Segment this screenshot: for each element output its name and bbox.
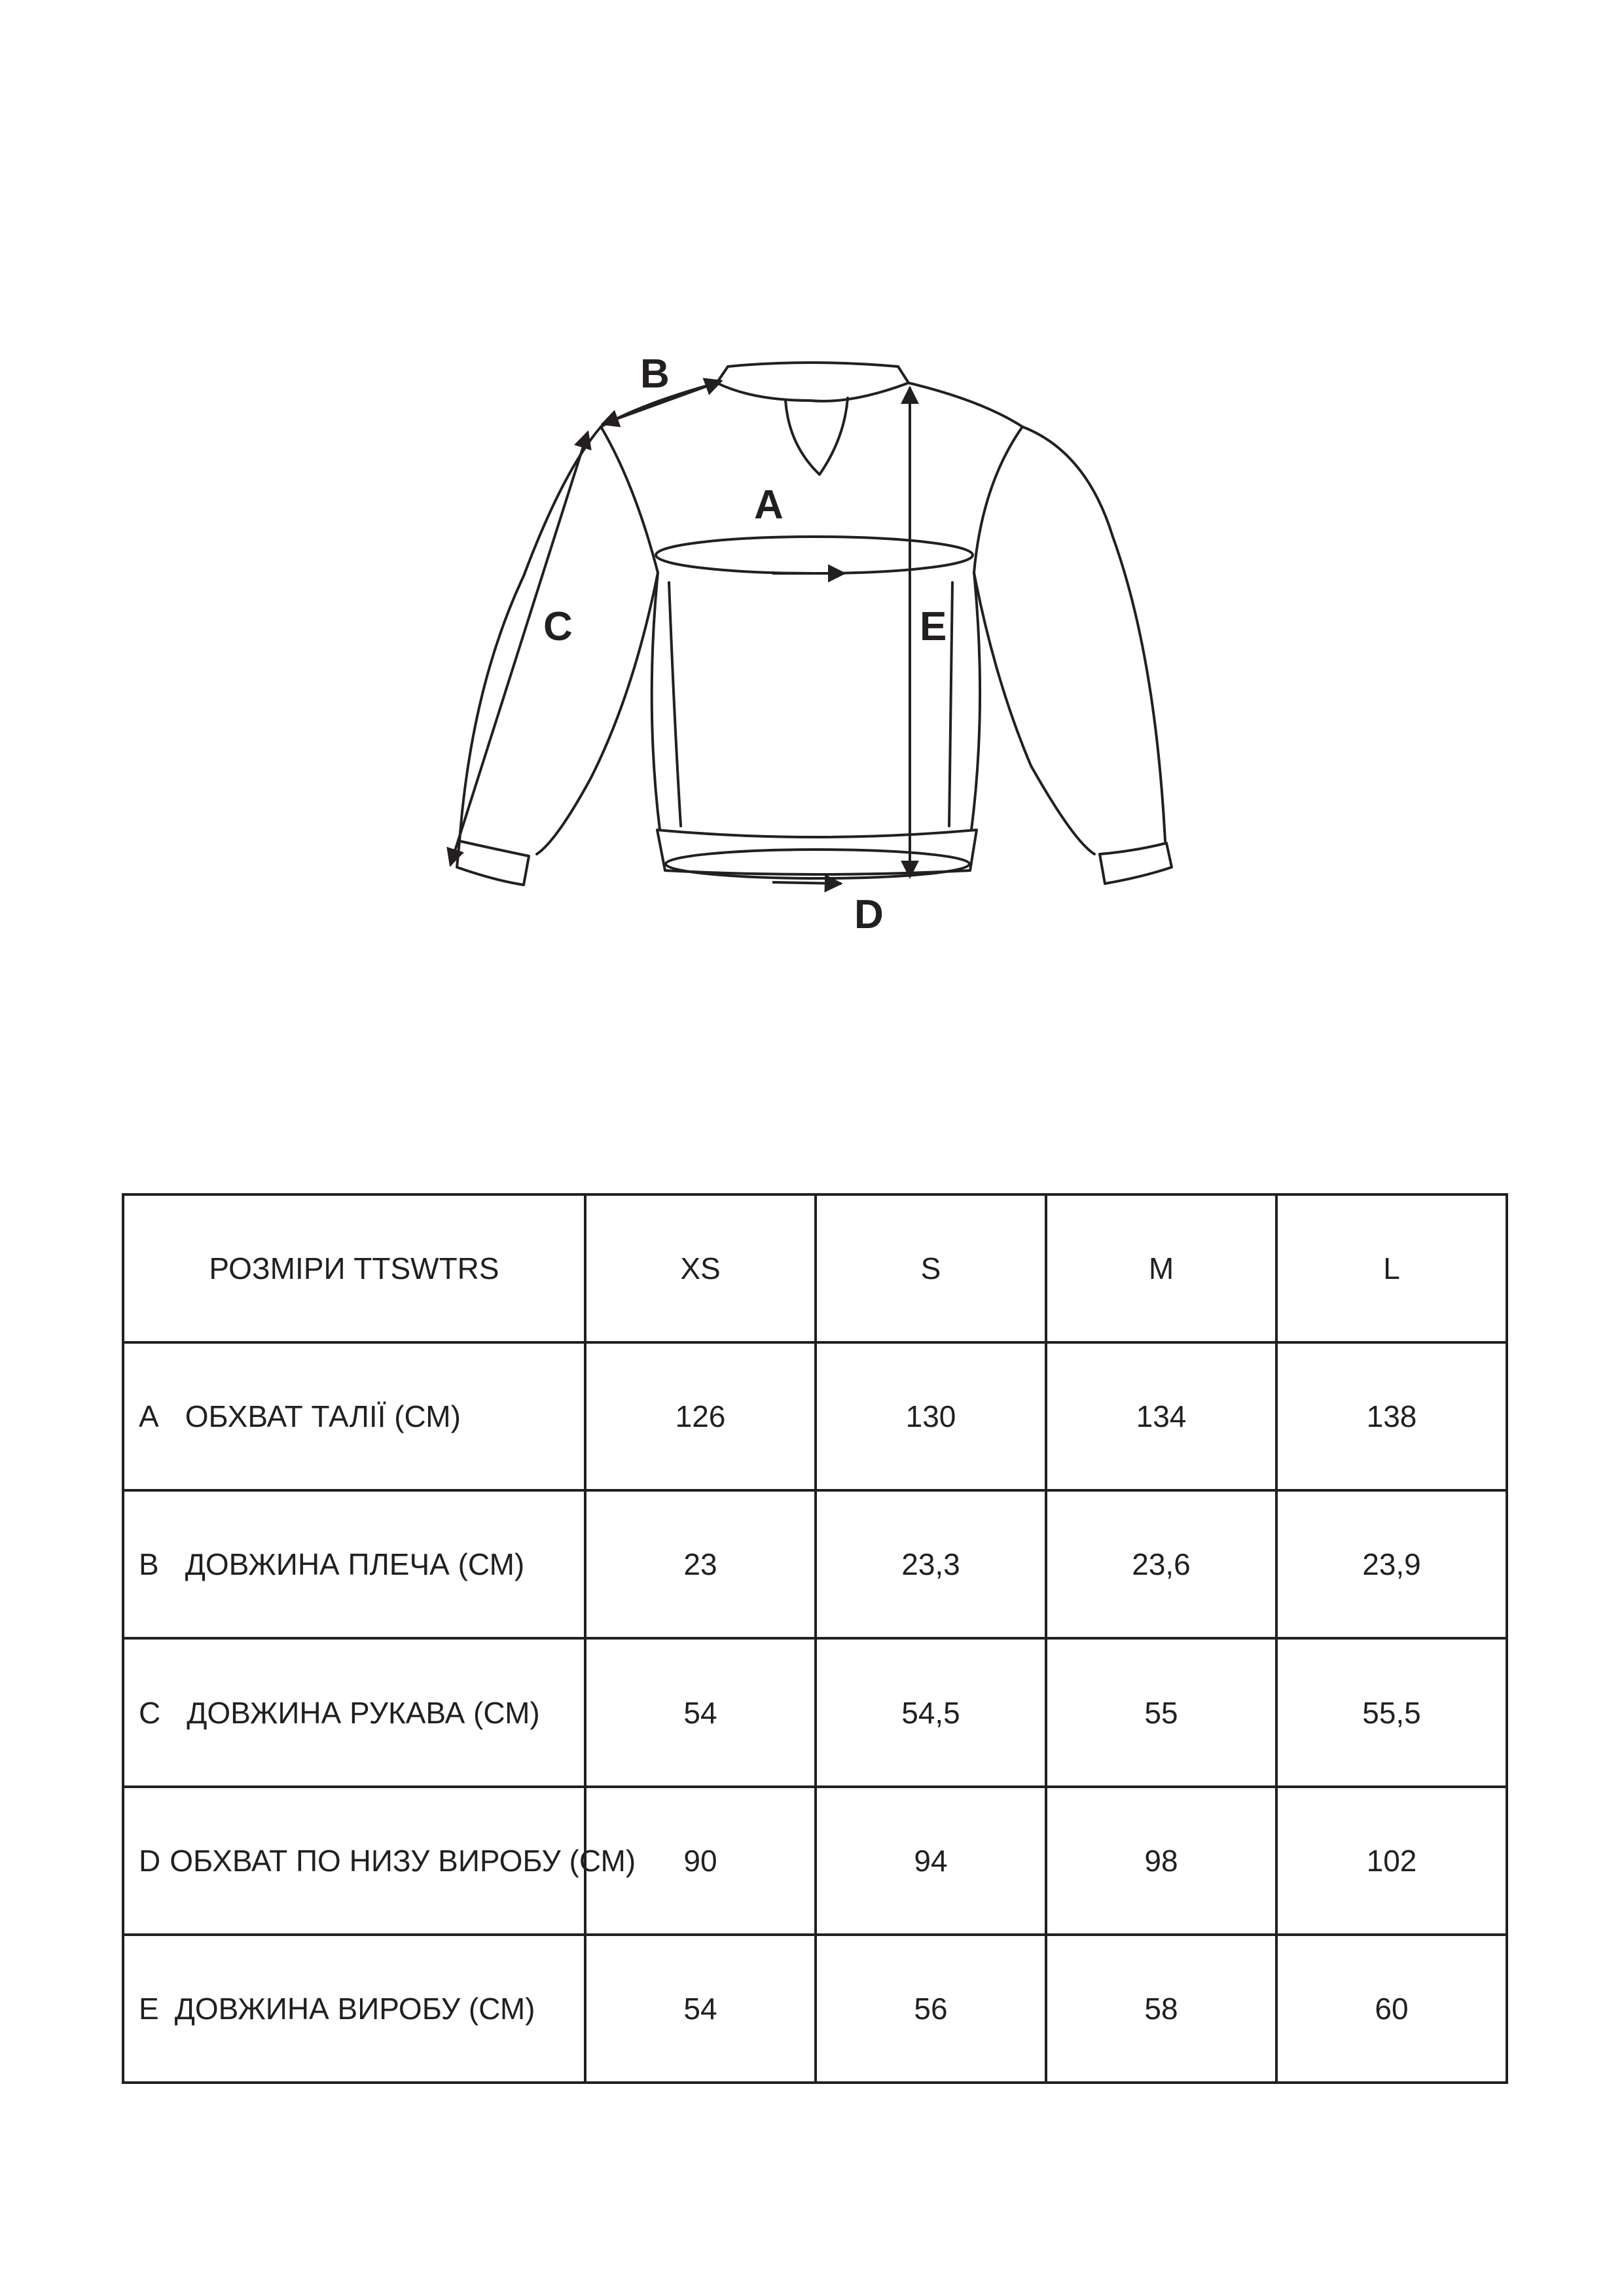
header-size-s: S	[816, 1194, 1046, 1342]
table-cell: 138	[1276, 1342, 1507, 1490]
table-cell: 55,5	[1276, 1638, 1507, 1786]
table-cell: 56	[816, 1935, 1046, 2083]
label-d: D	[854, 892, 884, 937]
table-cell: 54	[585, 1935, 816, 2083]
row-code: C	[139, 1695, 161, 1730]
table-cell: 54,5	[816, 1638, 1046, 1786]
table-cell: 23	[585, 1490, 816, 1638]
table-cell: 23,9	[1276, 1490, 1507, 1638]
table-row	[123, 1342, 1507, 1490]
row-label	[123, 1935, 585, 2083]
row-code: A	[139, 1399, 159, 1434]
table-cell: 90	[585, 1787, 816, 1935]
label-b: B	[640, 351, 670, 397]
row-label	[123, 1638, 585, 1786]
table-cell: 134	[1046, 1342, 1276, 1490]
row-code: B	[139, 1547, 159, 1582]
row-code: E	[139, 1991, 159, 2026]
row-label	[123, 1490, 585, 1638]
header-size-xs: XS	[585, 1194, 816, 1342]
header-size-l: L	[1276, 1194, 1507, 1342]
header-size-m: M	[1046, 1194, 1276, 1342]
label-a: A	[754, 482, 784, 528]
table-cell: 23,6	[1046, 1490, 1276, 1638]
row-code: D	[139, 1843, 161, 1878]
table-row	[123, 1638, 1507, 1786]
label-e: E	[920, 604, 947, 649]
row-label	[123, 1342, 585, 1490]
table-cell: 126	[585, 1342, 816, 1490]
table-cell: 98	[1046, 1787, 1276, 1935]
table-header-row	[123, 1194, 1507, 1342]
row-name: ДОВЖИНА РУКАВА (СМ)	[187, 1695, 540, 1730]
label-c: C	[543, 604, 573, 649]
table-cell: 60	[1276, 1935, 1507, 2083]
header-title: РОЗМІРИ TTSWTRS	[123, 1194, 585, 1342]
table-cell: 130	[816, 1342, 1046, 1490]
row-name: ДОВЖИНА ПЛЕЧА (СМ)	[185, 1547, 525, 1582]
row-name: ОБХВАТ ТАЛІЇ (СМ)	[185, 1399, 461, 1434]
table-row	[123, 1787, 1507, 1935]
row-label	[123, 1787, 636, 1935]
sweatshirt-measurement-diagram	[0, 0, 1624, 1047]
size-chart-table	[122, 1193, 1508, 2084]
table-row	[123, 1490, 1507, 1638]
row-name: ДОВЖИНА ВИРОБУ (СМ)	[174, 1991, 535, 2026]
table-cell: 102	[1276, 1787, 1507, 1935]
table-cell: 94	[816, 1787, 1046, 1935]
table-cell: 55	[1046, 1638, 1276, 1786]
table-cell: 54	[585, 1638, 816, 1786]
table-cell: 23,3	[816, 1490, 1046, 1638]
table-cell: 58	[1046, 1935, 1276, 2083]
row-name: ОБХВАТ ПО НИЗУ ВИРОБУ (СМ)	[170, 1843, 636, 1878]
arrow-d	[772, 882, 841, 884]
table-row	[123, 1935, 1507, 2083]
